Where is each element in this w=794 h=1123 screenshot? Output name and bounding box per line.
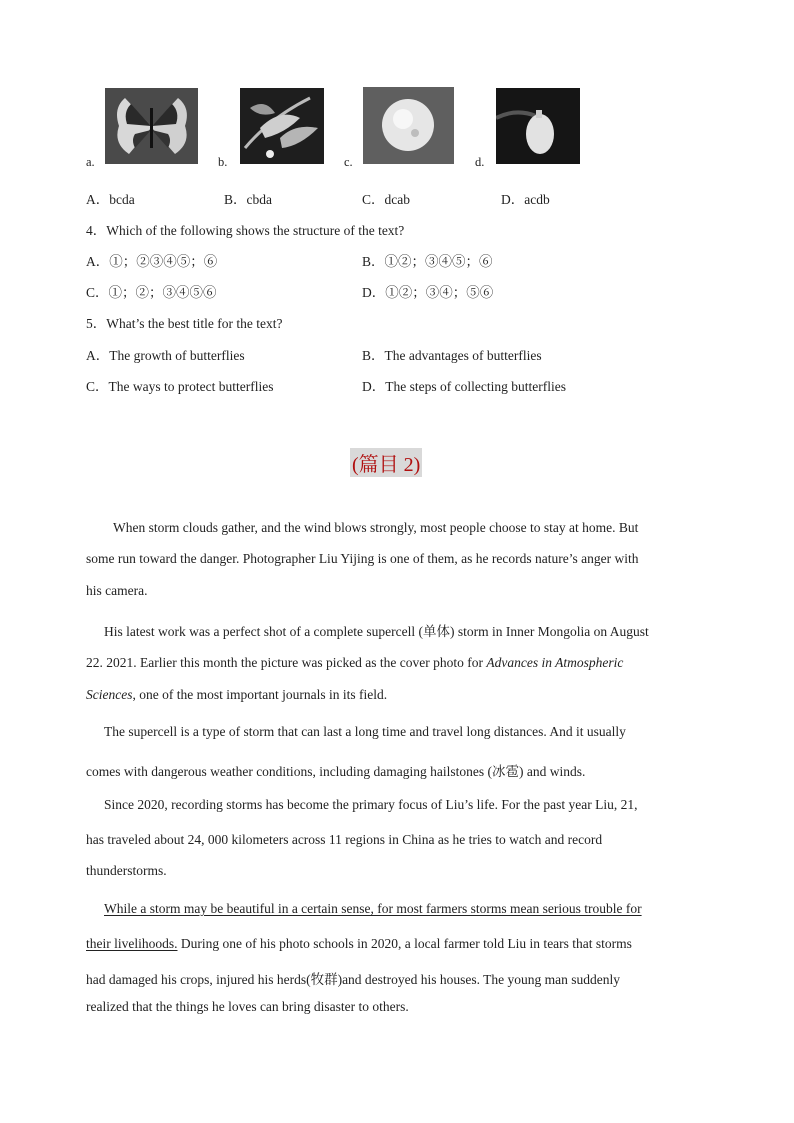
passage-p5-line2: their livelihoods. During one of his photo schools in 2020, a local farmer told Liu in tears that storms — [86, 936, 632, 951]
q5-question: 5．What’s the best title for the text? — [86, 316, 283, 331]
image-label-d: d. — [475, 155, 485, 169]
q5-option-d[interactable]: D．The steps of collecting butterflies — [362, 379, 566, 394]
passage-p1-line3: his camera. — [86, 583, 148, 598]
q4-question: 4．Which of the following shows the structure of the text? — [86, 223, 405, 238]
passage-p3-line2: comes with dangerous weather conditions, including damaging hailstones (冰雹) and winds. — [86, 764, 586, 779]
q3-option-c[interactable]: C．dcab — [362, 192, 410, 207]
passage-p4-line3: thunderstorms. — [86, 863, 167, 878]
passage-p2-line2: 22. 2021. Earlier this month the picture was picked as the cover photo for Advances in Atmospheric — [86, 655, 624, 670]
section-title: (篇目 2) — [350, 448, 422, 477]
egg-image — [363, 87, 454, 164]
q5-option-c[interactable]: C．The ways to protect butterflies — [86, 379, 274, 394]
q4-option-b[interactable]: B．①②；③④⑤；⑥ — [362, 254, 493, 269]
cocoon-image — [496, 88, 580, 164]
q4-option-d[interactable]: D．①②；③④；⑤⑥ — [362, 285, 494, 300]
passage-p5-line1-underlined: While a storm may be beautiful in a certain sense, for most farmers storms mean serious trouble for — [104, 901, 642, 916]
image-label-a: a. — [86, 155, 95, 169]
passage-p2-line1: His latest work was a perfect shot of a complete supercell (单体) storm in Inner Mongolia on August — [104, 624, 649, 639]
passage-p4-line1: Since 2020, recording storms has become the primary focus of Liu’s life. For the past year Liu, 21, — [104, 797, 638, 812]
passage-p4-line2: has traveled about 24, 000 kilometers across 11 regions in China as he tries to watch and record — [86, 832, 603, 847]
underlined-phrase: their livelihoods. — [86, 936, 178, 951]
q3-option-b[interactable]: B．cbda — [224, 192, 272, 207]
q4-option-a[interactable]: A．①；②③④⑤；⑥ — [86, 254, 218, 269]
q5-option-a[interactable]: A．The growth of butterflies — [86, 348, 245, 363]
passage-p3-line1: The supercell is a type of storm that can last a long time and travel long distances. And it usually — [104, 724, 626, 739]
butterfly-plant-image — [240, 88, 324, 164]
passage-p5-line3: had damaged his crops, injured his herds(牧群)and destroyed his houses. The young man suddenly — [86, 972, 621, 987]
passage-p5-line4: realized that the things he loves can bring disaster to others. — [86, 999, 409, 1014]
passage-p2-line3: Sciences, one of the most important journals in its field. — [86, 687, 388, 702]
passage-p1-line1: When storm clouds gather, and the wind blows strongly, most people choose to stay at home. But — [113, 520, 639, 535]
image-label-c: c. — [344, 155, 353, 169]
q4-option-c[interactable]: C．①；②；③④⑤⑥ — [86, 285, 217, 300]
image-label-b: b. — [218, 155, 228, 169]
butterfly-image — [105, 88, 198, 164]
journal-title: Advances in Atmospheric — [486, 655, 624, 670]
passage-p1-line2: some run toward the danger. Photographer Liu Yijing is one of them, as he records nature’s anger with — [86, 551, 639, 566]
q5-option-b[interactable]: B．The advantages of butterflies — [362, 348, 542, 363]
q3-option-a[interactable]: A．bcda — [86, 192, 135, 207]
q3-option-d[interactable]: D．acdb — [501, 192, 550, 207]
